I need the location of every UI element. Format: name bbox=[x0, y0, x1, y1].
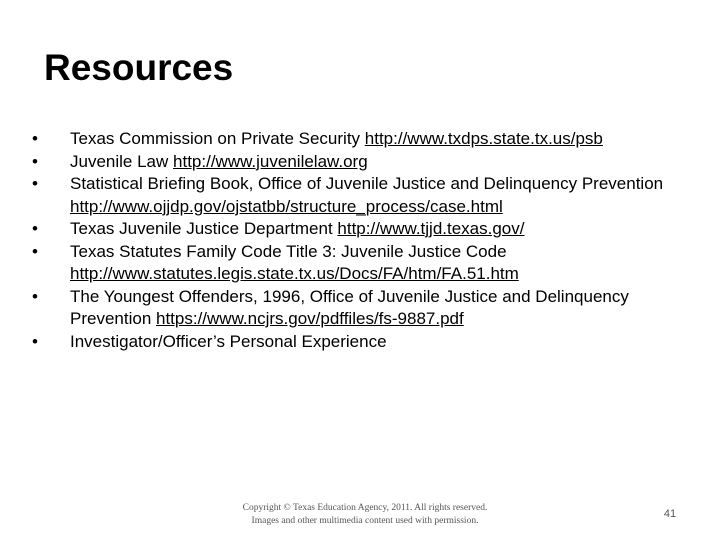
list-item bbox=[28, 128, 708, 151]
resource-text: Texas Commission on Private Security bbox=[70, 129, 365, 148]
resource-text: Texas Statutes Family Code Title 3: Juvenile Justice Code bbox=[70, 241, 507, 261]
resource-text: Juvenile Law bbox=[70, 151, 174, 171]
list-item bbox=[28, 331, 708, 354]
list-item bbox=[28, 286, 708, 331]
copyright-line: Images and other multimedia content used with permission. bbox=[251, 516, 479, 526]
resource-link[interactable]: https://www.ncjrs.gov/pdffiles/fs-9887.pdf bbox=[156, 309, 464, 328]
resource-link[interactable]: http://www.statutes.legis.state.tx.us/Docs/FA/htm/FA.51.htm bbox=[70, 264, 519, 283]
resource-link[interactable]: http://www.juvenilelaw.org bbox=[173, 151, 368, 171]
copyright-notice bbox=[220, 502, 510, 528]
bullet-icon: • bbox=[32, 151, 38, 171]
bullet-icon: • bbox=[32, 286, 38, 306]
resource-list bbox=[28, 128, 708, 353]
bullet-icon: • bbox=[32, 219, 38, 238]
page-number: 41 bbox=[663, 508, 677, 520]
slide-title: Resources bbox=[44, 47, 234, 88]
resource-text: Texas Juvenile Justice Department bbox=[70, 219, 338, 238]
resource-text: The Youngest Offenders, 1996, Office of Juvenile Justice and Delinquency Prevention bbox=[70, 286, 629, 328]
resource-link[interactable]: http://www.txdps.state.tx.us/psb bbox=[364, 129, 603, 148]
resource-link[interactable]: http://www.ojjdp.gov/ojstatbb/structure_process/case.html bbox=[70, 196, 503, 216]
copyright-line: Copyright © Texas Education Agency, 2011. All rights reserved. bbox=[242, 503, 488, 513]
resource-link[interactable]: http://www.tjjd.texas.gov/ bbox=[337, 219, 525, 238]
bullet-icon: • bbox=[32, 331, 38, 351]
bullet-icon: • bbox=[32, 174, 38, 193]
list-item bbox=[28, 173, 708, 218]
list-item bbox=[28, 151, 708, 174]
bullet-icon: • bbox=[32, 129, 38, 148]
list-item bbox=[28, 218, 708, 241]
resource-text: Investigator/Officer’s Personal Experience bbox=[70, 331, 387, 351]
resource-text: Statistical Briefing Book, Office of Juvenile Justice and Delinquency Prevention bbox=[70, 174, 664, 193]
bullet-icon: • bbox=[32, 241, 38, 261]
list-item bbox=[28, 241, 708, 286]
